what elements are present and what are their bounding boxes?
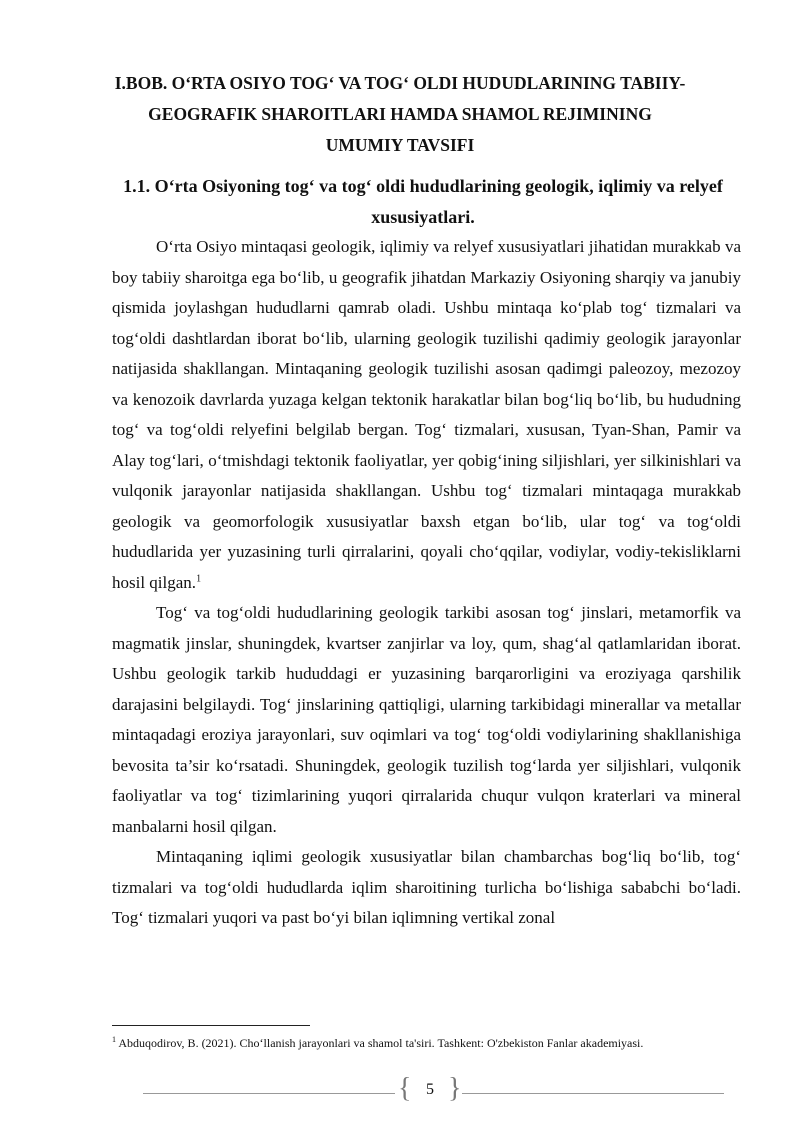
paragraph-3: Mintaqaning iqlimi geologik xususiyatlar bilan chambarchas bog‘liq bo‘lib, tog‘ tizmalari va tog‘oldi hududlarda iqlim sharoitining turlicha bo‘lishiga sababchi bo‘ladi. Tog‘ tizmalari yuqori va past bo‘yi bilan iqlimning vertikal zonal [112, 847, 741, 927]
chapter-title-line-3: UMUMIY TAVSIFI [325, 135, 475, 155]
paragraph-1 [112, 232, 741, 598]
page-number-rule-left [143, 1093, 395, 1094]
paragraph-2: Tog‘ va tog‘oldi hududlarining geologik tarkibi asosan tog‘ jinslari, metamorfik va magmatik jinslar, shuningdek, kvartser zanjirlar va loy, qum, shag‘al qatlamlaridan iborat. Ushbu geologik tarkib hududdagi er yuzasining barqarorligini va eroziyaga qarshilik darajasini belgilaydi. Tog‘ jinslarining qattiqligi, ularning tarkibidagi minerallar va metallar mintaqadagi eroziya jarayonlari, suv oqimlari va tog‘ tog‘oldi vodiylarining shakllanishiga bevosita ta’sir ko‘rsatadi. Shuningdek, geologik tuzilish tog‘larda yer siljishlari, vulqonik faoliyatlar va tog‘ tizimlarining yuqori qirralarida chuqur vulqon kraterlari va mineral manbalarni hosil qilgan. [112, 603, 741, 836]
body-text [112, 232, 741, 934]
chapter-title-line-2: GEOGRAFIK SHAROITLARI HAMDA SHAMOL REJIMINING [148, 104, 652, 124]
paragraph-1-text: O‘rta Osiyo mintaqasi geologik, iqlimiy va relyef xususiyatlari jihatidan murakkab va boy tabiiy sharoitga ega bo‘lib, u geografik jihatdan Markaziy Osiyoning sharqiy va janubiy qismida joylashgan hududlarni qamrab oladi. Ushbu mintaqa ko‘plab tog‘ tizmalari va tog‘oldi dashtlardan iborat bo‘lib, ularning geologik tuzilishi qadimiy geologik jarayonlar natijasida shakllangan. Mintaqaning geologik tuzilishi asosan qadimgi paleozoy, mezozoy va kenozoik davrlarda yuzaga kelgan tektonik harakatlar bilan bog‘liq bo‘lib, bu hududning tog‘ va tog‘oldi relyefini belgilab bergan. Tog‘ tizmalari, xususan, Tyan-Shan, Pamir va Alay tog‘lari, o‘tmishdagi tektonik faoliyatlar, yer qobig‘ining siljishlari, yer silkinishlari va vulqonik jarayonlar natijasida shakllangan. Ushbu tog‘ tizmalari mintaqaga murakkab geologik va geomorfologik xususiyatlar baxsh etgan bo‘lib, ular tog‘ va tog‘oldi hududlarida yer yuzasining turli qirralarini, qoyali cho‘qqilar, vodiylar, vodiy-tekisliklarni hosil qilgan. [112, 237, 741, 592]
page-number-brace-left-icon: { [398, 1073, 412, 1104]
chapter-title-line-1: I.BOB. O‘RTA OSIYO TOG‘ VA TOG‘ OLDI HUDUDLARINING TABIIY- [114, 73, 686, 93]
footnote [112, 1035, 752, 1051]
footnote-text: Abduqodirov, B. (2021). Cho‘llanish jarayonlari va shamol ta'siri. Tashkent: O'zbekiston Fanlar akademiyasi. [118, 1036, 644, 1050]
section-title-line-1: 1.1. O‘rta Osiyoning tog‘ va tog‘ oldi hududlarining geologik, iqlimiy va relyef [123, 176, 723, 196]
section-title [100, 171, 746, 233]
chapter-title [100, 68, 700, 161]
section-title-line-2: xususiyatlari. [371, 207, 475, 227]
footnote-separator [112, 1025, 310, 1026]
page-number: 5 [426, 1081, 434, 1098]
footnote-reference: 1 [196, 572, 202, 584]
footnote-marker: 1 [112, 1035, 116, 1044]
page-number-brace-right-icon: } [448, 1073, 462, 1104]
page-number-rule-right [462, 1093, 724, 1094]
